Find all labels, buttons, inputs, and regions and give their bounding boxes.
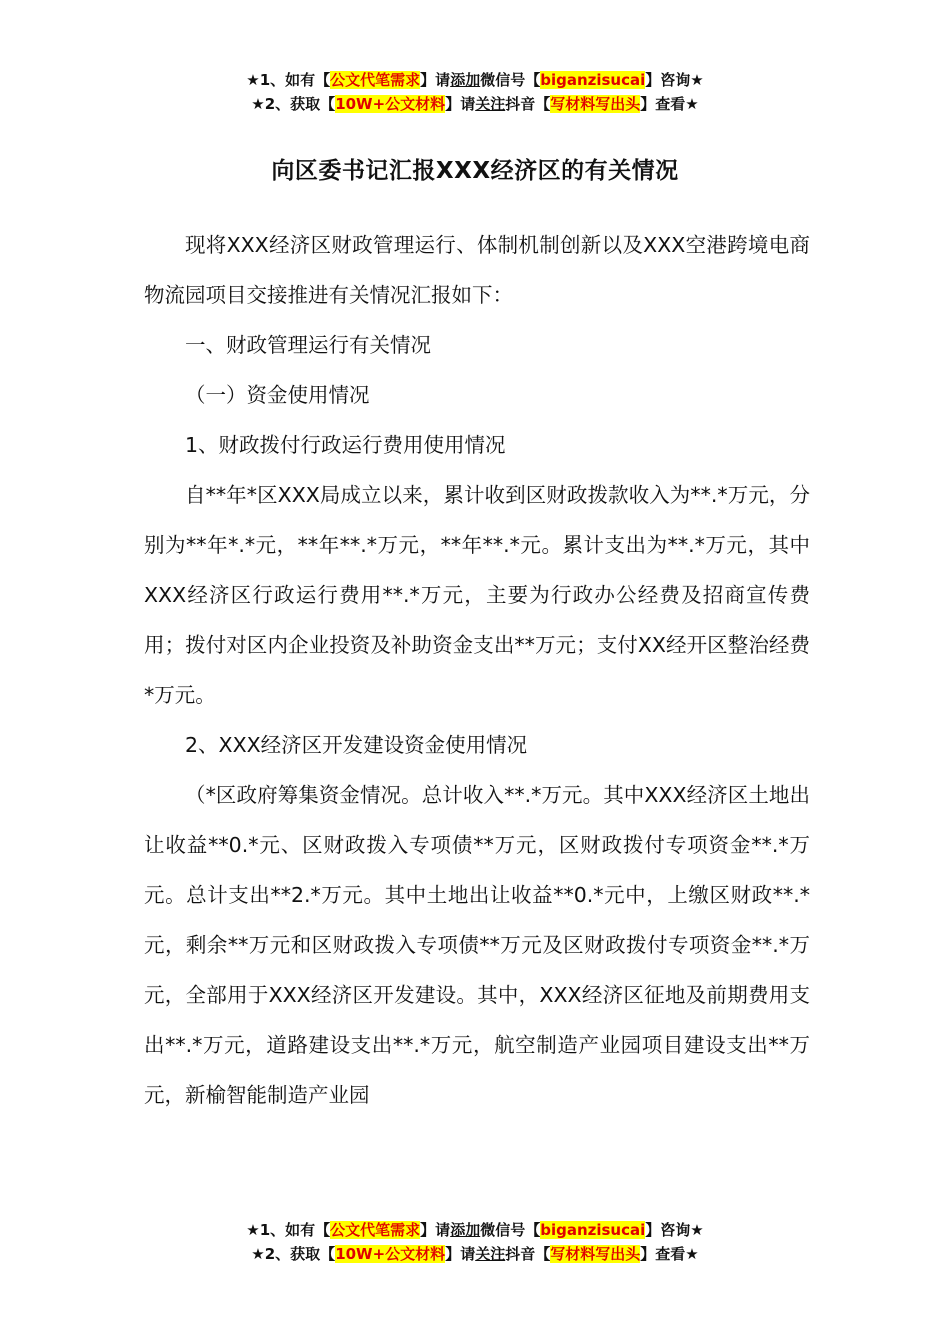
promo-highlight: 公文代笔需求 — [330, 1221, 421, 1239]
document-title: 向区委书记汇报XXX经济区的有关情况 — [271, 158, 679, 184]
promo-text: 微信号【 — [480, 71, 541, 89]
promo-text: ★2、获取【 — [251, 1245, 336, 1263]
section-heading: 一、财政管理运行有关情况 — [185, 333, 431, 357]
item-heading: 2、XXX经济区开发建设资金使用情况 — [185, 733, 528, 757]
body-paragraph: （*区政府筹集资金情况。总计收入**.*万元。其中XXX经济区土地出让收益**0.*元、区财政拨入专项债**万元，区财政拨付专项资金**.*万元。总计支出**2.*万元。其中土地出让收益**0.*元中，上缴区财政**.*元，剩余**万元和区财政拨入专项债**万元及区财政拨付专项资金**.*万元，全部用于XXX经济区开发建设。其中，XXX经济区征地及前期费用支出**.*万元，道路建设支出**.*万元，航空制造产业园项目建设支出**万元，新榆智能制造产业园 — [144, 783, 810, 1107]
promo-underlined: 关注 — [475, 1245, 506, 1263]
promo-text: 】咨询★ — [645, 71, 704, 89]
promo-highlight: biganzisucai — [540, 1221, 646, 1239]
promo-line-2 — [0, 92, 950, 116]
intro-paragraph: 现将XXX经济区财政管理运行、体制机制创新以及XXX空港跨境电商物流园项目交接推进有关情况汇报如下： — [144, 233, 810, 307]
promo-text: 】请 — [420, 71, 451, 89]
promo-banner-top — [0, 68, 950, 116]
promo-text: ★1、如有【 — [246, 71, 331, 89]
body-paragraph: 自**年*区XXX局成立以来，累计收到区财政拨款收入为**.*万元，分别为**年*.*元，**年**.*万元，**年**.*元。累计支出为**.*万元，其中XXX经济区行政运行费用**.*万元，主要为行政办公经费及招商宣传费用；拨付对区内企业投资及补助资金支出**万元；支付XX经开区整治经费*万元。 — [144, 483, 810, 707]
promo-text: ★2、获取【 — [251, 95, 336, 113]
promo-text: 】咨询★ — [645, 1221, 704, 1239]
promo-underlined: 添加 — [450, 1221, 481, 1239]
document-body — [144, 220, 810, 1120]
promo-highlight: 写材料写出头 — [550, 1245, 641, 1263]
promo-text: 】请 — [445, 1245, 476, 1263]
promo-highlight: 公文代笔需求 — [330, 71, 421, 89]
promo-line-1 — [0, 68, 950, 92]
promo-underlined: 添加 — [450, 71, 481, 89]
promo-text: 】请 — [420, 1221, 451, 1239]
promo-highlight: 10W+公文材料 — [335, 1245, 446, 1263]
promo-highlight: biganzisucai — [540, 71, 646, 89]
promo-underlined: 关注 — [475, 95, 506, 113]
promo-line-1 — [0, 1218, 950, 1242]
promo-text: 抖音【 — [505, 95, 551, 113]
promo-line-2 — [0, 1242, 950, 1266]
promo-text: 】请 — [445, 95, 476, 113]
promo-text: 抖音【 — [505, 1245, 551, 1263]
promo-highlight: 10W+公文材料 — [335, 95, 446, 113]
promo-text: 】查看★ — [640, 1245, 699, 1263]
promo-text: 微信号【 — [480, 1221, 541, 1239]
promo-highlight: 写材料写出头 — [550, 95, 641, 113]
promo-text: 】查看★ — [640, 95, 699, 113]
item-heading: 1、财政拨付行政运行费用使用情况 — [185, 433, 506, 457]
promo-text: ★1、如有【 — [246, 1221, 331, 1239]
subsection-heading: （一）资金使用情况 — [185, 383, 370, 407]
promo-banner-bottom — [0, 1218, 950, 1266]
